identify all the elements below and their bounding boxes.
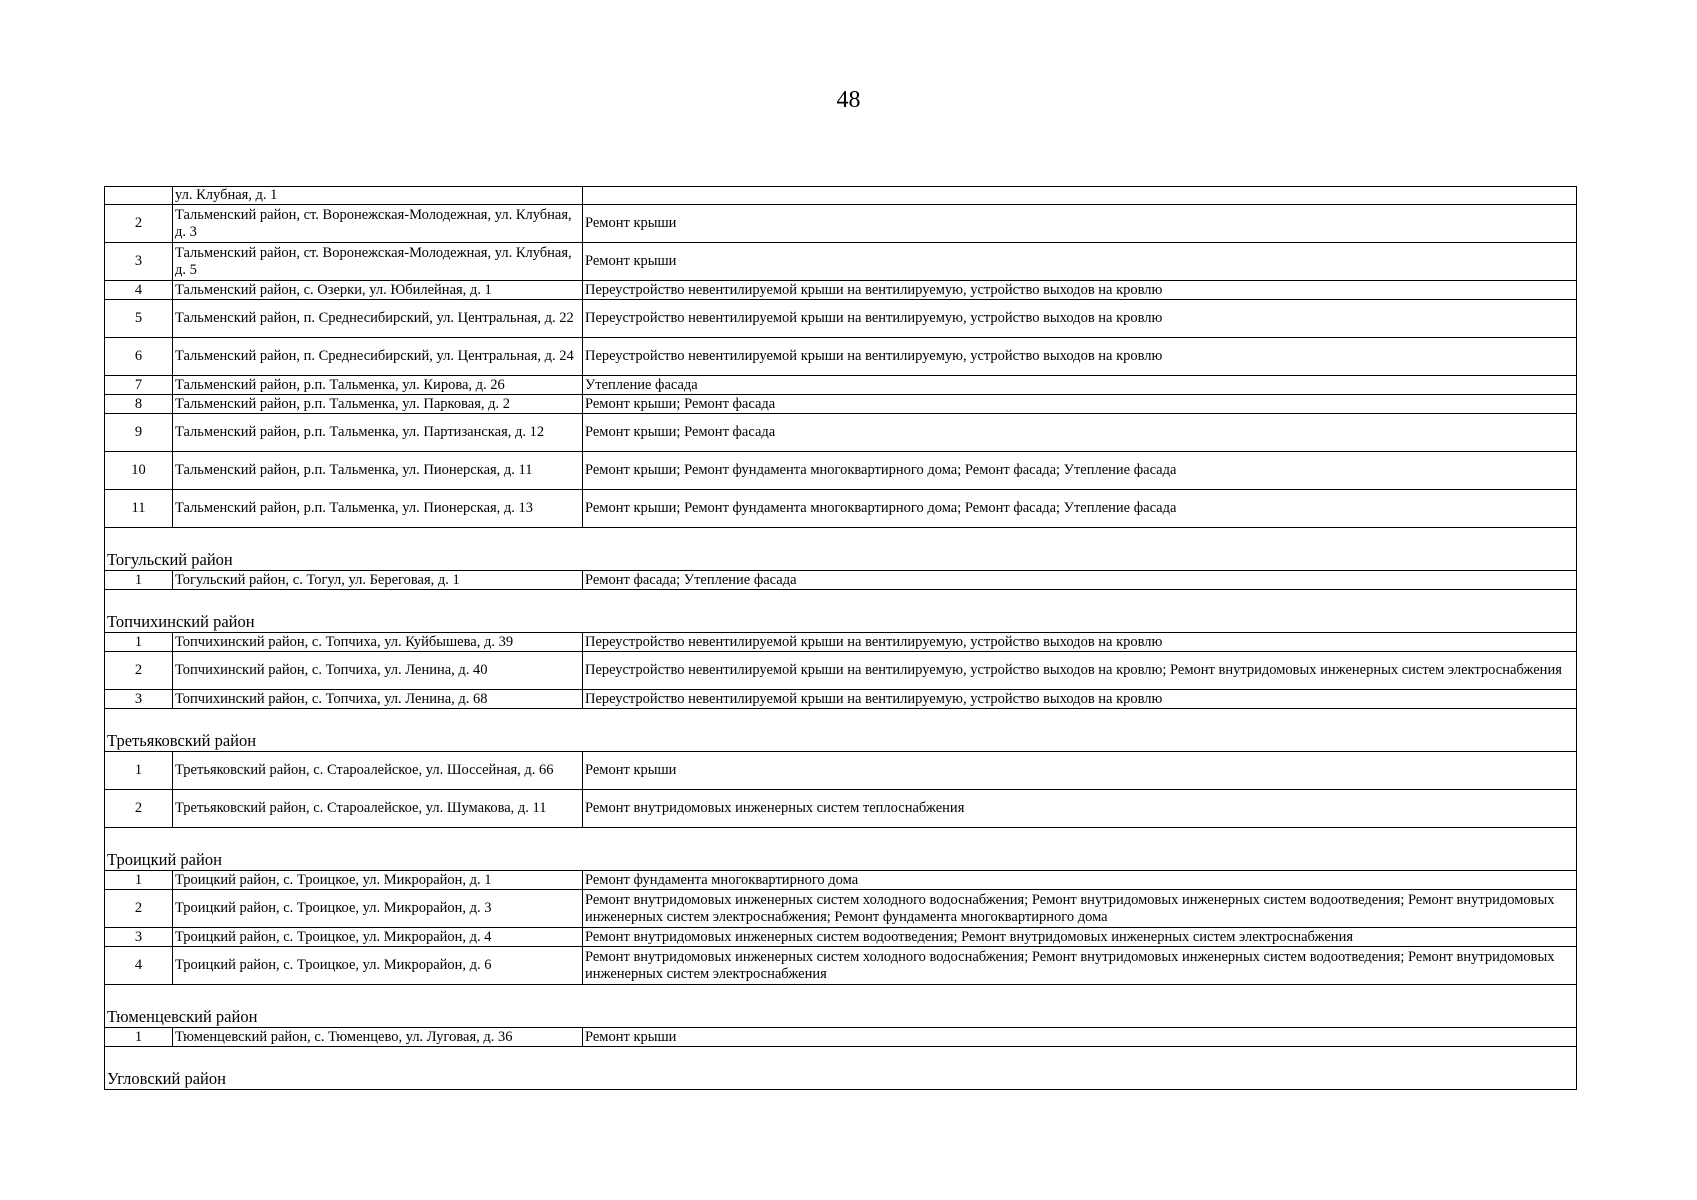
address-cell: Тальменский район, р.п. Тальменка, ул. Кирова, д. 26 [173,376,583,395]
works-cell: Переустройство невентилируемой крыши на вентилируемую, устройство выходов на кровлю [583,338,1577,376]
address-cell: Троицкий район, с. Троицкое, ул. Микрорайон, д. 3 [173,890,583,928]
works-cell: Переустройство невентилируемой крыши на вентилируемую, устройство выходов на кровлю; Ремонт внутридомовых инженерных систем электроснабжения [583,652,1577,690]
works-cell: Ремонт крыши; Ремонт фасада [583,414,1577,452]
address-cell: Тальменский район, п. Среднесибирский, ул. Центральная, д. 24 [173,338,583,376]
row-number-cell: 3 [105,690,173,709]
table-row [105,376,1577,395]
table-row [105,243,1577,281]
address-cell: Троицкий район, с. Троицкое, ул. Микрорайон, д. 1 [173,871,583,890]
table-row [105,947,1577,985]
table-row [105,871,1577,890]
row-number-cell: 8 [105,395,173,414]
address-cell: Тальменский район, п. Среднесибирский, ул. Центральная, д. 22 [173,300,583,338]
works-cell: Ремонт крыши [583,243,1577,281]
address-cell: Тальменский район, р.п. Тальменка, ул. Пионерская, д. 11 [173,452,583,490]
district-heading: Третьяковский район [105,709,1577,752]
row-number-cell: 2 [105,790,173,828]
address-cell: Топчихинский район, с. Топчиха, ул. Ленина, д. 40 [173,652,583,690]
table-row [105,633,1577,652]
address-cell: Троицкий район, с. Троицкое, ул. Микрорайон, д. 6 [173,947,583,985]
page-number: 48 [836,87,861,113]
works-cell: Ремонт фасада; Утепление фасада [583,571,1577,590]
table-body [105,187,1577,1090]
table-row [105,452,1577,490]
table-row [105,690,1577,709]
row-number-cell: 4 [105,947,173,985]
row-number-cell: 2 [105,205,173,243]
address-cell: Топчихинский район, с. Топчиха, ул. Куйбышева, д. 39 [173,633,583,652]
works-cell: Ремонт крыши [583,752,1577,790]
address-cell: Тальменский район, с. Озерки, ул. Юбилейная, д. 1 [173,281,583,300]
address-cell: Тальменский район, ст. Воронежская-Молодежная, ул. Клубная, д. 3 [173,205,583,243]
district-heading: Угловский район [105,1047,1577,1090]
district-section-row [105,985,1577,1028]
row-number-cell: 2 [105,890,173,928]
address-cell: ул. Клубная, д. 1 [173,187,583,205]
works-cell: Переустройство невентилируемой крыши на вентилируемую, устройство выходов на кровлю [583,633,1577,652]
address-cell: Третьяковский район, с. Староалейское, ул. Шумакова, д. 11 [173,790,583,828]
district-section-row [105,528,1577,571]
table-row [105,571,1577,590]
works-cell: Ремонт крыши; Ремонт фундамента многоквартирного дома; Ремонт фасада; Утепление фасада [583,452,1577,490]
works-cell: Ремонт крыши [583,1028,1577,1047]
works-cell: Ремонт крыши; Ремонт фундамента многоквартирного дома; Ремонт фасада; Утепление фасада [583,490,1577,528]
row-number-cell: 4 [105,281,173,300]
district-section-row [105,1047,1577,1090]
table-row [105,790,1577,828]
table-row [105,490,1577,528]
row-number-cell: 1 [105,871,173,890]
row-number-cell: 1 [105,633,173,652]
address-cell: Тальменский район, р.п. Тальменка, ул. Парковая, д. 2 [173,395,583,414]
repair-register-table [104,186,1577,1090]
row-number-cell: 3 [105,928,173,947]
table-row [105,928,1577,947]
district-heading: Троицкий район [105,828,1577,871]
row-number-cell: 9 [105,414,173,452]
table-row [105,752,1577,790]
row-number-cell: 5 [105,300,173,338]
table-row [105,652,1577,690]
table-row [105,395,1577,414]
row-number-cell: 2 [105,652,173,690]
address-cell: Троицкий район, с. Троицкое, ул. Микрорайон, д. 4 [173,928,583,947]
works-cell [583,187,1577,205]
works-cell: Утепление фасада [583,376,1577,395]
district-section-row [105,590,1577,633]
row-number-cell: 11 [105,490,173,528]
table-row [105,414,1577,452]
row-number-cell [105,187,173,205]
table-row [105,1028,1577,1047]
district-section-row [105,828,1577,871]
address-cell: Тюменцевский район, с. Тюменцево, ул. Луговая, д. 36 [173,1028,583,1047]
table-row [105,338,1577,376]
works-cell: Ремонт фундамента многоквартирного дома [583,871,1577,890]
works-cell: Ремонт внутридомовых инженерных систем водоотведения; Ремонт внутридомовых инженерных систем электроснабжения [583,928,1577,947]
works-cell: Ремонт внутридомовых инженерных систем холодного водоснабжения; Ремонт внутридомовых инженерных систем водоотведения; Ремонт внутридомовых инженерных систем электроснабжения [583,947,1577,985]
works-cell: Переустройство невентилируемой крыши на вентилируемую, устройство выходов на кровлю [583,281,1577,300]
district-heading: Топчихинский район [105,590,1577,633]
table-row [105,890,1577,928]
table-row [105,300,1577,338]
works-cell: Переустройство невентилируемой крыши на вентилируемую, устройство выходов на кровлю [583,690,1577,709]
row-number-cell: 1 [105,1028,173,1047]
works-cell: Ремонт крыши [583,205,1577,243]
row-number-cell: 1 [105,571,173,590]
address-cell: Тальменский район, р.п. Тальменка, ул. Пионерская, д. 13 [173,490,583,528]
address-cell: Тальменский район, р.п. Тальменка, ул. Партизанская, д. 12 [173,414,583,452]
table-row [105,281,1577,300]
address-cell: Третьяковский район, с. Староалейское, ул. Шоссейная, д. 66 [173,752,583,790]
works-cell: Ремонт крыши; Ремонт фасада [583,395,1577,414]
table-row [105,187,1577,205]
address-cell: Топчихинский район, с. Топчиха, ул. Ленина, д. 68 [173,690,583,709]
row-number-cell: 3 [105,243,173,281]
works-cell: Переустройство невентилируемой крыши на вентилируемую, устройство выходов на кровлю [583,300,1577,338]
table-row [105,205,1577,243]
works-cell: Ремонт внутридомовых инженерных систем теплоснабжения [583,790,1577,828]
works-cell: Ремонт внутридомовых инженерных систем холодного водоснабжения; Ремонт внутридомовых инженерных систем водоотведения; Ремонт внутридомовых инженерных систем электроснабжения; Ремонт фундамента многоквартирного дома [583,890,1577,928]
row-number-cell: 6 [105,338,173,376]
row-number-cell: 1 [105,752,173,790]
district-heading: Тогульский район [105,528,1577,571]
district-section-row [105,709,1577,752]
row-number-cell: 10 [105,452,173,490]
address-cell: Тальменский район, ст. Воронежская-Молодежная, ул. Клубная, д. 5 [173,243,583,281]
address-cell: Тогульский район, с. Тогул, ул. Береговая, д. 1 [173,571,583,590]
row-number-cell: 7 [105,376,173,395]
district-heading: Тюменцевский район [105,985,1577,1028]
